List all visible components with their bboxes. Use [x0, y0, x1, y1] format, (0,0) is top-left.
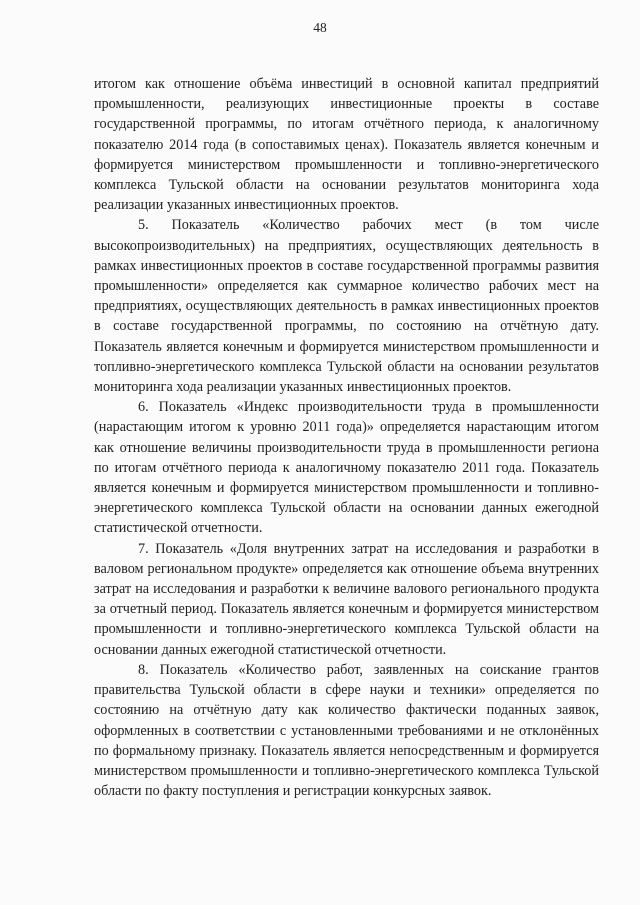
- paragraph-5: 5. Показатель «Количество рабочих мест (в том числе высокопроизводительных) на предприятиях, осуществляющих деятельность в рамках инвестиционных проектов в составе государственной программы развития промышленности» определяется как суммарное количество рабочих мест на предприятиях, осуществляющих деятельность в рамках инвестиционных проектов в составе государственной программы, по состоянию на отчётную дату. Показатель является конечным и формируется министерством промышленности и топливно-энергетического комплекса Тульской области на основании результатов мониторинга хода реализации указанных инвестиционных проектов.: [94, 217, 599, 396]
- paragraph-continuation: итогом как отношение объёма инвестиций в основной капитал предприятий промышленности, реализующих инвестиционные проекты в составе государственной программы, по итогам отчётного периода, к аналогичному показателю 2014 года (в сопоставимых ценах). Показатель является конечным и формируется министерством промышленности и топливно-энергетического комплекса Тульской области на основании результатов мониторинга хода реализации указанных инвестиционных проектов.: [94, 76, 599, 214]
- document-body: [94, 74, 599, 801]
- paragraph-7: 7. Показатель «Доля внутренних затрат на исследования и разработки в валовом региональном продукте» определяется как отношение объема внутренних затрат на исследования и разработки к величине валового регионального продукта за отчетный период. Показатель является конечным и формируется министерством промышленности и топливно-энергетического комплекса Тульской области на основании данных ежегодной статистической отчетности.: [94, 540, 599, 658]
- paragraph-8: 8. Показатель «Количество работ, заявленных на соискание грантов правительства Тульской области в сфере науки и техники» определяется по состоянию на отчётную дату как количество фактически поданных заявок, оформленных в соответствии с установленными требованиями и не отклонённых по формальному признаку. Показатель является непосредственным и формируется министерством промышленности и топливно-энергетического комплекса Тульской области по факту поступления и регистрации конкурсных заявок.: [94, 661, 599, 800]
- page-number: 48: [313, 20, 327, 35]
- paragraph-6: 6. Показатель «Индекс производительности труда в промышленности (нарастающим итогом к уровню 2011 года)» определяется нарастающим итогом как отношение величины производительности труда в промышленности региона по итогам отчётного периода к аналогичному показателю 2011 года. Показатель является конечным и формируется министерством промышленности и топливно-энергетического комплекса Тульской области на основании данных ежегодной статистической отчетности.: [94, 399, 599, 537]
